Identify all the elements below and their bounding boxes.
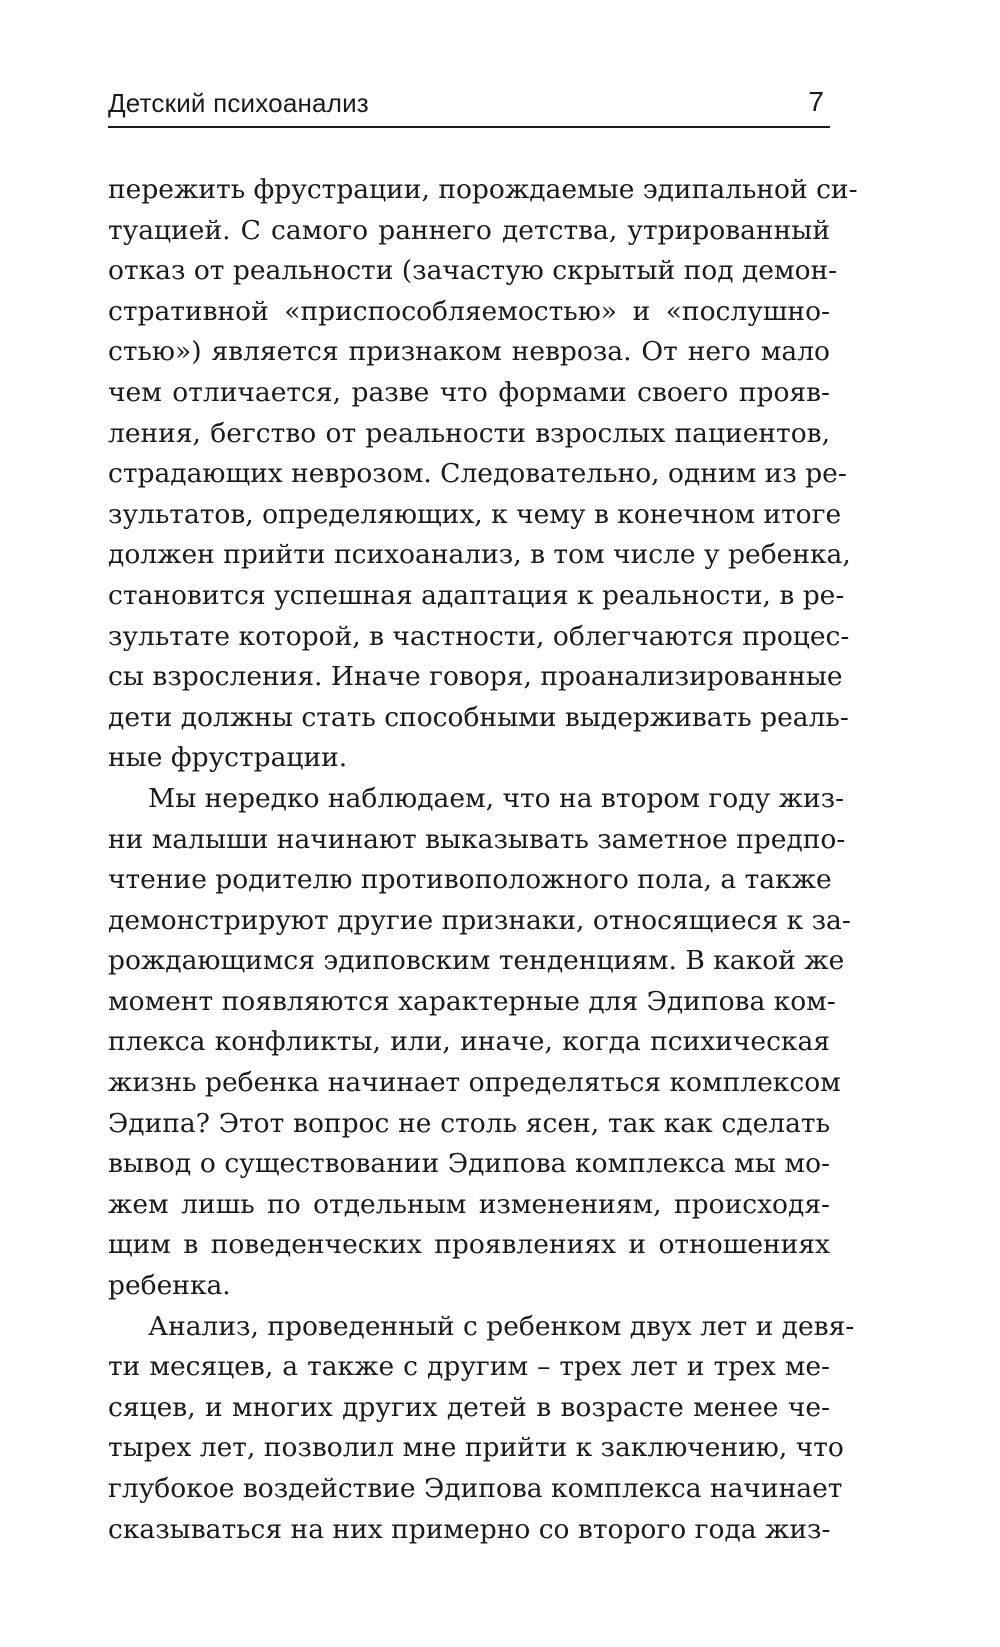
text-line: щим в поведенческих проявлениях и отношениях [108, 1229, 830, 1261]
text-line: отказ от реальности (зачастую скрытый под демон- [108, 255, 838, 287]
text-line: ребенка. [108, 1270, 231, 1302]
text-line: дети должны стать способными выдерживать реаль- [108, 701, 849, 733]
text-line: ные фрустрации. [108, 742, 348, 774]
text-line: Эдипа? Этот вопрос не столь ясен, так как сделать [108, 1107, 830, 1139]
text-line: чтение родителю противоположного пола, а также [108, 864, 832, 896]
text-line: зультатов, определяющих, к чему в конечном итоге [108, 498, 842, 530]
text-line: демонстрируют другие признаки, относящиеся к за- [108, 904, 851, 936]
text-line: момент появляются характерные для Эдипова ком- [108, 985, 836, 1017]
text-line: страдающих неврозом. Следовательно, одним из ре- [108, 458, 847, 490]
text-line: сяцев, и многих других детей в возрасте менее че- [108, 1391, 830, 1423]
text-line: туацией. С самого раннего детства, утрированный [108, 214, 830, 246]
text-line: ни малыши начинают выказывать заметное предпо- [108, 823, 846, 855]
page-number: 7 [808, 86, 824, 117]
text-line: ления, бегство от реальности взрослых пациентов, [108, 417, 830, 449]
text-line: зультате которой, в частности, облегчаются процес- [108, 620, 850, 652]
text-line: тырех лет, позволил мне прийти к заключению, что [108, 1432, 844, 1464]
text-line: Мы нередко наблюдаем, что на втором году жиз- [148, 782, 845, 814]
text-line: жем лишь по отдельным изменениям, происходя- [108, 1188, 830, 1220]
text-line: чем отличается, разве что формами своего прояв- [108, 376, 830, 408]
text-line: стративной «приспособляемостью» и «послушно- [108, 295, 830, 327]
text-line: стью») является признаком невроза. От него мало [108, 336, 830, 368]
running-header [108, 82, 830, 128]
text-line: сказываться на них примерно со второго года жиз- [108, 1513, 831, 1545]
text-line: рождающимся эдиповским тенденциям. В какой же [108, 945, 845, 977]
text-line: вывод о существовании Эдипова комплекса мы мо- [108, 1148, 830, 1180]
text-line: пережить фрустрации, порождаемые эдипальной си- [108, 174, 858, 205]
text-line: Анализ, проведенный с ребенком двух лет и девя- [148, 1310, 855, 1342]
text-line: жизнь ребенка начинает определяться комплексом [108, 1067, 841, 1099]
text-line: становится успешная адаптация к реальности, в ре- [108, 579, 845, 611]
text-line: должен прийти психоанализ, в том числе у ребенка, [108, 539, 851, 571]
text-line: плекса конфликты, или, иначе, когда психическая [108, 1026, 830, 1058]
text-line: глубокое воздействие Эдипова комплекса начинает [108, 1473, 843, 1504]
running-title: Детский психоанализ [108, 88, 369, 118]
text-line: сы взросления. Иначе говоря, проанализированные [108, 661, 843, 693]
text-line: ти месяцев, а также с другим – трех лет и трех ме- [108, 1351, 830, 1383]
body-text [108, 170, 858, 1550]
